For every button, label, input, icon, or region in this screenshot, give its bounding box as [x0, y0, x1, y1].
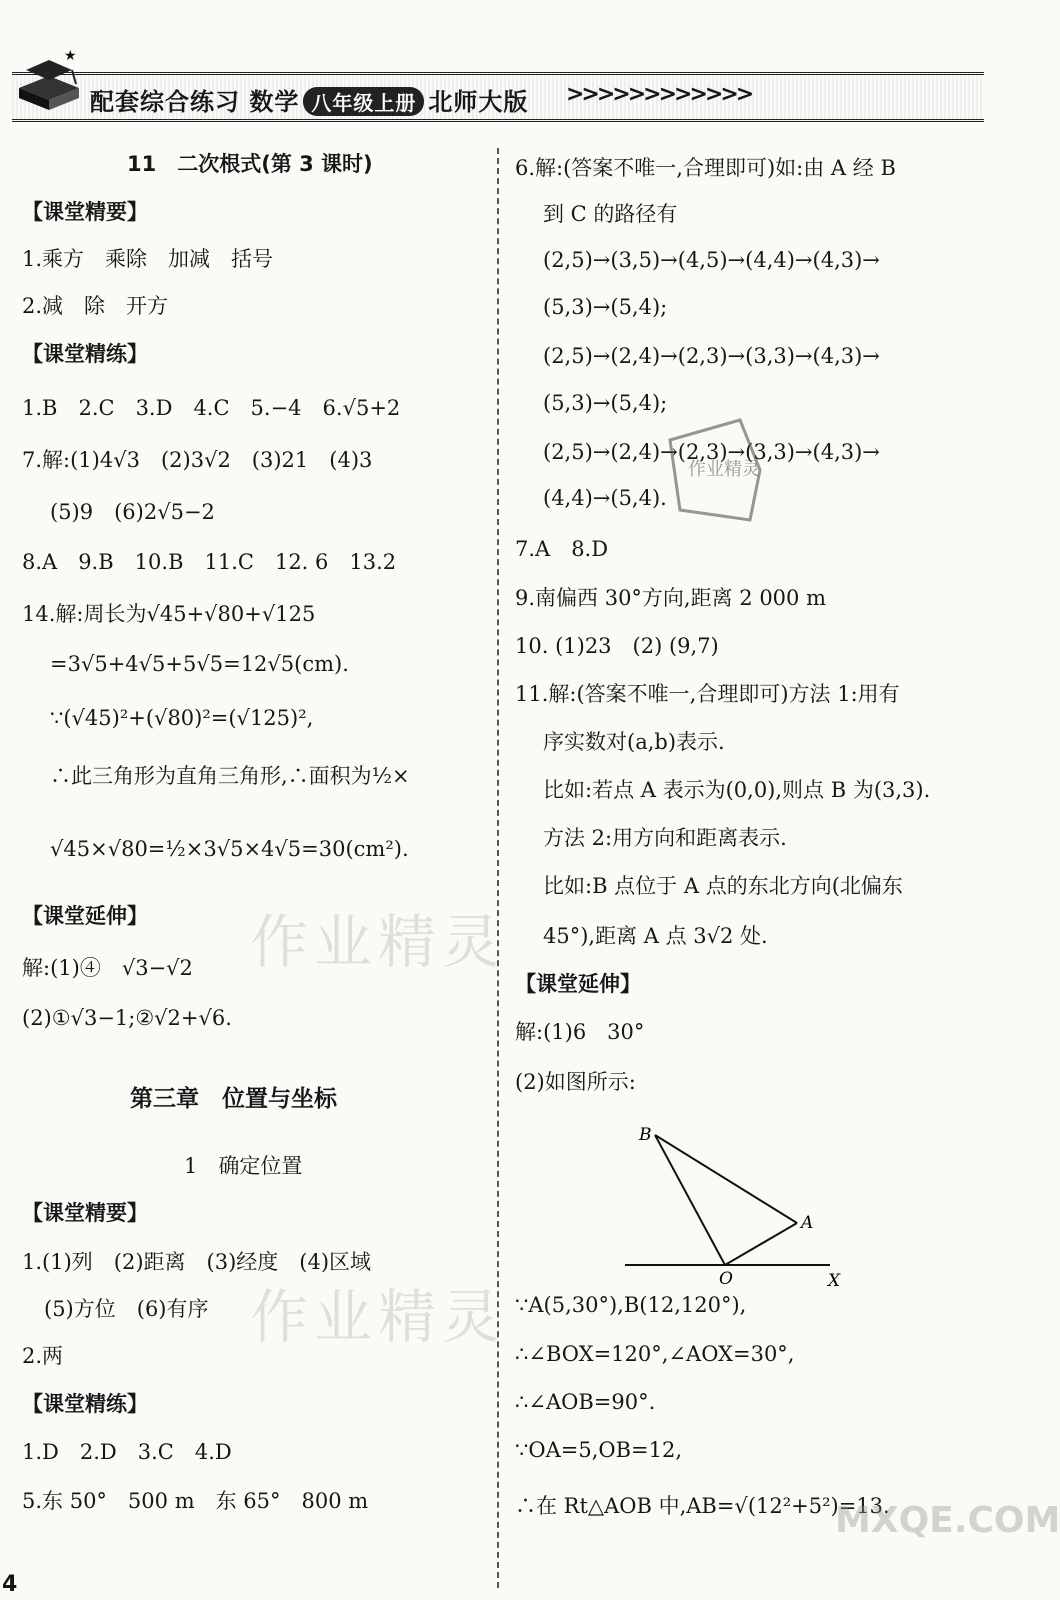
right-text-line: ∵OA=5,OB=12, — [515, 1438, 683, 1462]
edition-label: 北师大版 — [428, 88, 529, 116]
left-text-line: 8.A 9.B 10.B 11.C 12. 6 13.2 — [22, 550, 397, 574]
right-text-line: 到 C 的路径有 — [543, 202, 678, 226]
right-text-line: (2,5)→(3,5)→(4,5)→(4,4)→(4,3)→ — [543, 248, 880, 272]
right-text-line: (2)如图所示: — [515, 1070, 636, 1094]
segment-ab — [655, 1135, 797, 1223]
left-text-line: 14.解:周长为√45+√80+√125 — [22, 602, 316, 626]
page-number: 4 — [2, 1572, 18, 1597]
label-a: A — [801, 1213, 814, 1233]
right-text-line: 序实数对(a,b)表示. — [543, 730, 725, 754]
right-text-line: 10. (1)23 (2) (9,7) — [515, 634, 719, 658]
right-text-line: 方法 2:用方向和距离表示. — [543, 826, 787, 850]
left-text-line: √45×√80=½×3√5×4√5=30(cm²). — [50, 837, 409, 861]
left-text-line: 【课堂精要】 — [22, 1201, 148, 1225]
watermark-2: 作业精灵 — [250, 1283, 507, 1351]
left-text-line: 【课堂延伸】 — [22, 904, 148, 928]
right-text-line: ∵A(5,30°),B(12,120°), — [515, 1293, 747, 1317]
label-b: B — [639, 1125, 652, 1145]
right-text-line: 比如:若点 A 表示为(0,0),则点 B 为(3,3). — [543, 778, 931, 802]
left-text-line: 2.两 — [22, 1344, 64, 1368]
right-text-line: 9.南偏西 30°方向,距离 2 000 m — [515, 586, 826, 610]
corner-watermark: MXQE.COM — [835, 1500, 1060, 1541]
watermark-1: 作业精灵 — [250, 908, 507, 976]
right-text-line: (4,4)→(5,4). — [543, 486, 667, 510]
left-text-line: 1.乘方 乘除 加减 括号 — [22, 247, 274, 271]
left-text-line: 【课堂精练】 — [22, 342, 148, 366]
left-text-line: 1.(1)列 (2)距离 (3)经度 (4)区域 — [22, 1250, 372, 1274]
label-x: X — [828, 1271, 841, 1291]
left-text-line: 2.减 除 开方 — [22, 294, 169, 318]
left-text-line: 【课堂精练】 — [22, 1392, 148, 1416]
right-text-line: (2,5)→(2,4)→(2,3)→(3,3)→(4,3)→ — [543, 440, 880, 464]
column-divider — [497, 148, 499, 1588]
left-text-line: 【课堂精要】 — [22, 200, 148, 224]
right-text-line: (2,5)→(2,4)→(2,3)→(3,3)→(4,3)→ — [543, 344, 880, 368]
left-text-line: 7.解:(1)4√3 (2)3√2 (3)21 (4)3 — [22, 448, 373, 472]
right-text-line: 11.解:(答案不唯一,合理即可)方法 1:用有 — [515, 682, 900, 706]
left-text-line: ∵(√45)²+(√80)²=(√125)², — [50, 706, 314, 730]
left-text-line: (5)方位 (6)有序 — [44, 1297, 209, 1321]
right-text-line: 比如:B 点位于 A 点的东北方向(北偏东 — [543, 874, 903, 898]
left-text-line: (2)①√3−1;②√2+√6. — [22, 1006, 232, 1030]
label-o: O — [719, 1269, 733, 1289]
left-text-line: =3√5+4√5+5√5=12√5(cm). — [50, 652, 349, 676]
left-text-line: ∴此三角形为直角三角形,∴面积为½× — [50, 764, 410, 788]
svg-text:★: ★ — [64, 48, 77, 64]
right-text-line: (5,3)→(5,4); — [543, 295, 668, 319]
left-text-line: 11 二次根式(第 3 课时) — [127, 152, 373, 176]
right-text-line: 6.解:(答案不唯一,合理即可)如:由 A 经 B — [515, 156, 896, 180]
book-icon — [14, 48, 84, 114]
left-text-line: 1.D 2.D 3.C 4.D — [22, 1440, 232, 1464]
header-chevrons: >>>>>>>>>>>> — [566, 82, 752, 107]
grade-badge: 八年级上册 — [303, 87, 424, 116]
right-text-line: (5,3)→(5,4); — [543, 391, 668, 415]
triangle-diagram — [625, 1120, 855, 1290]
right-text-line: ∴在 Rt△AOB 中,AB=√(12²+5²)=13. — [515, 1494, 890, 1518]
segment-ob — [655, 1135, 725, 1265]
left-text-line: 第三章 位置与坐标 — [130, 1086, 337, 1112]
right-text-line: 45°),距离 A 点 3√2 处. — [543, 924, 768, 948]
right-text-line: 【课堂延伸】 — [515, 972, 641, 996]
svg-text:作业精灵: 作业精灵 — [688, 459, 760, 480]
left-text-line: 1.B 2.C 3.D 4.C 5.−4 6.√5+2 — [22, 396, 401, 420]
right-text-line: ∴∠AOB=90°. — [515, 1390, 656, 1414]
stamp-seal — [650, 410, 770, 530]
right-text-line: 7.A 8.D — [515, 537, 609, 561]
right-text-line: 解:(1)6 30° — [515, 1020, 645, 1044]
segment-oa — [725, 1223, 797, 1265]
left-text-line: (5)9 (6)2√5−2 — [50, 500, 215, 524]
right-text-line: ∴∠BOX=120°,∠AOX=30°, — [515, 1342, 795, 1366]
page-header — [0, 0, 996, 122]
left-text-line: 5.东 50° 500 m 东 65° 800 m — [22, 1489, 369, 1513]
header-title — [90, 82, 528, 117]
left-text-line: 1 确定位置 — [184, 1154, 303, 1178]
left-text-line: 解:(1)④ √3−√2 — [22, 956, 193, 980]
header-title-main: 配套综合练习 数学 — [90, 88, 300, 116]
